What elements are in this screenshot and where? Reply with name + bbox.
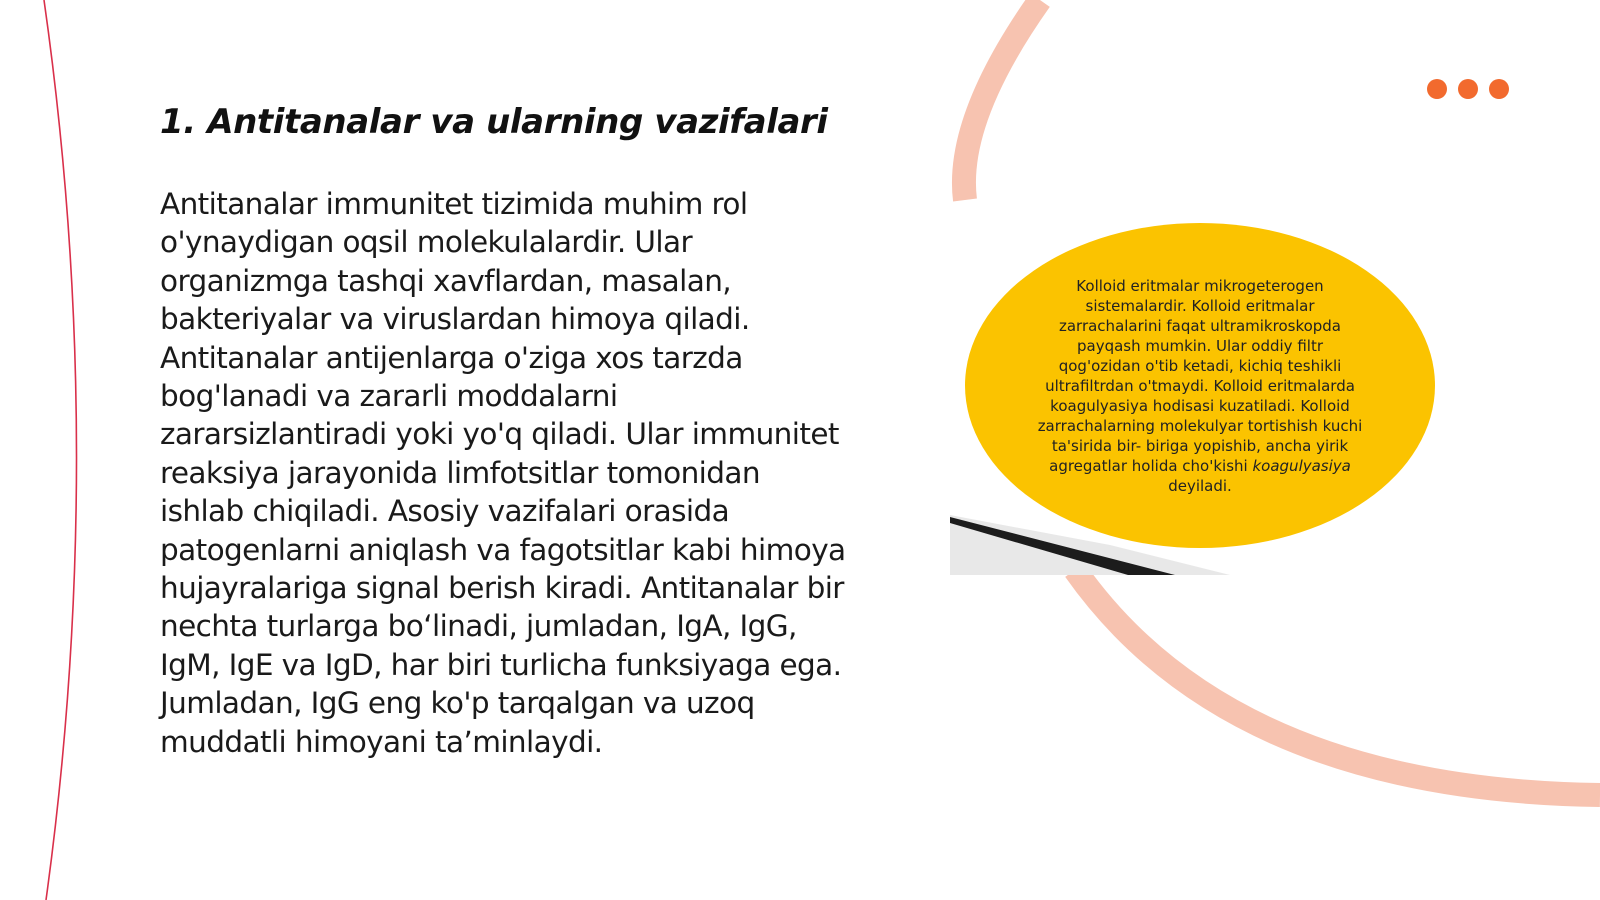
- dot-icon: [1458, 79, 1478, 99]
- ellipse-text: [1035, 276, 1365, 496]
- decorative-arc-lower: [1075, 570, 1600, 795]
- dot-icon: [1427, 79, 1447, 99]
- three-dots-icon: [1427, 79, 1509, 99]
- dot-icon: [1489, 79, 1509, 99]
- slide-title: 1. Antitanalar va ularning vazifalari: [160, 102, 828, 142]
- ellipse-main-text: Kolloid eritmalar mikrogeterogen sistemalardir. Kolloid eritmalar zarrachalarini faqat ultramikroskopda payqash mumkin. Ular oddiy filtr qog'ozidan o'tib ketadi, kichiq teshikli ultrafiltrdan o'tmaydi. Kolloid eritmalarda koagulyasiya hodisasi kuzatiladi. Kolloid zarrachalarning molekulyar tortishish kuchi ta'sirida bir- biriga yopishib, ancha yirik agregatlar holida cho'kishi: [1037, 276, 1363, 475]
- slide-body-text: Antitanalar immunitet tizimida muhim rol o'ynaydigan oqsil molekulalardir. Ular organizmga tashqi xavflardan, masalan, bakteriyalar va viruslardan himoya qiladi. Antitanalar antijenlarga o'ziga xos tarzda bog'lanadi va zararli moddalarni zararsizlantiradi yoki yo'q qiladi. Ular immunitet reaksiya jarayonida limfotsitlar tomonidan ishlab chiqiladi. Asosiy vazifalari orasida patogenlarni aniqlash va fagotsitlar kabi himoya hujayralariga signal berish kiradi. Antitanalar bir nechta turlarga bo‘linadi, jumladan, IgA, IgG, IgM, IgE va IgD, har biri turlicha funksiyaga ega. Jumladan, IgG eng ko'p tarqalgan va uzoq muddatli himoyani ta’minlaydi.: [160, 187, 846, 759]
- ellipse-suffix-text: deyiladi.: [1168, 476, 1232, 495]
- slide-image: [950, 215, 1440, 575]
- decorative-arc: [964, 0, 1040, 200]
- yellow-ellipse: [965, 223, 1435, 548]
- ellipse-emphasis-text: koagulyasiya: [1252, 456, 1351, 475]
- left-border-curve: [44, 0, 77, 900]
